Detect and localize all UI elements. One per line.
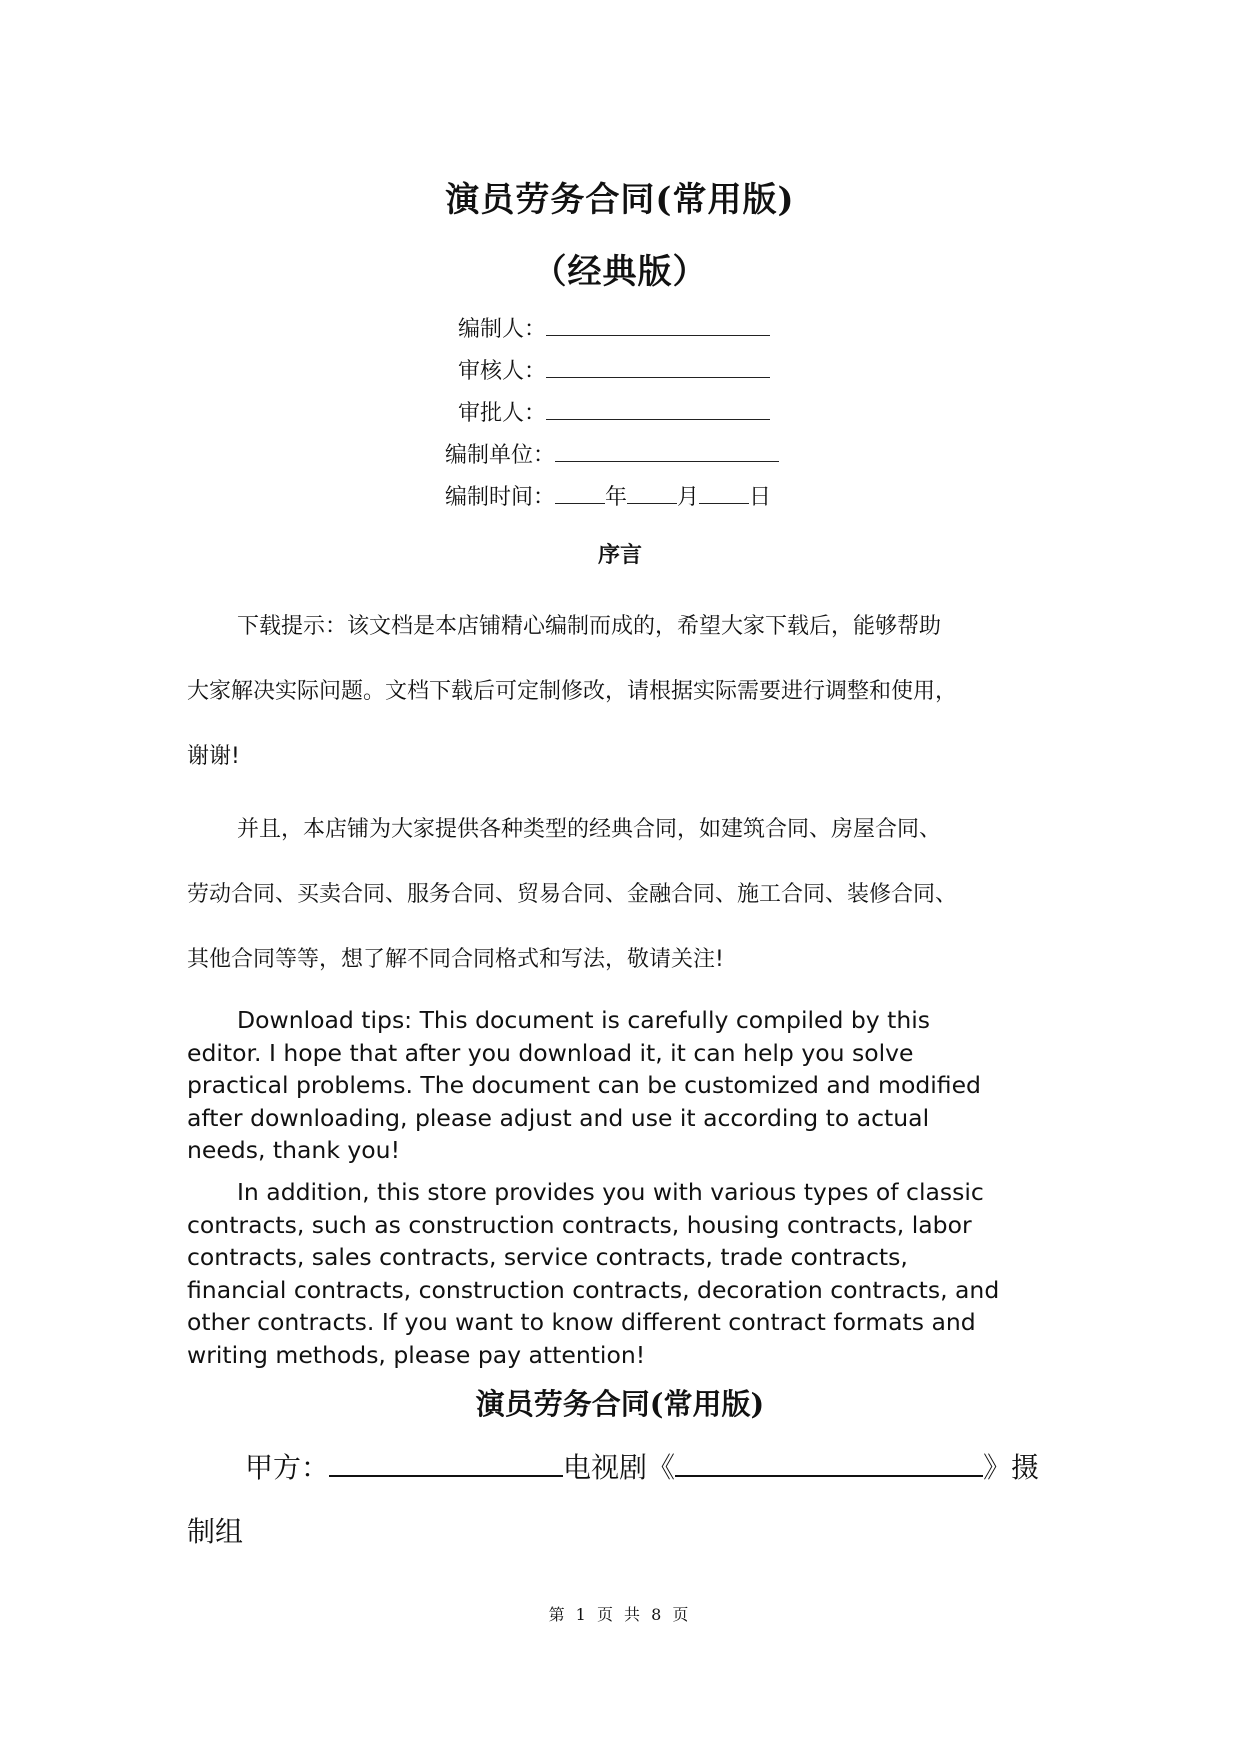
date-blank-year: [555, 481, 605, 504]
footer-mid: 页 共: [596, 1605, 644, 1624]
meta-label: 审批人：: [458, 401, 547, 426]
month-label: 月: [677, 485, 700, 510]
document-subtitle: （经典版）: [532, 252, 708, 292]
text-line: other contracts. If you want to know different contract formats and: [187, 1308, 976, 1336]
preface-en-paragraph-1: [187, 1004, 1067, 1167]
meta-blank-line: [555, 439, 779, 462]
document-title: 演员劳务合同(常用版): [445, 180, 795, 220]
footer-suffix: 页: [672, 1605, 692, 1624]
text-line: 其他合同等等，想了解不同合同格式和写法，敬请关注!: [187, 947, 724, 972]
contract-title: 演员劳务合同(常用版): [475, 1387, 765, 1421]
footer-prefix: 第: [548, 1605, 568, 1624]
meta-label: 编制单位：: [445, 443, 556, 468]
meta-blank-line: [546, 355, 770, 378]
text-line: 并且，本店铺为大家提供各种类型的经典合同，如建筑合同、房屋合同、: [237, 817, 942, 842]
preface-heading: 序言: [597, 543, 642, 568]
meta-label: 编制时间：: [445, 485, 556, 510]
text-line: Download tips: This document is carefully compiled by this: [237, 1006, 931, 1034]
meta-label: 审核人：: [458, 359, 547, 384]
text-line: needs, thank you!: [187, 1136, 400, 1164]
footer-current-page: 1: [575, 1605, 589, 1624]
date-blank-day: [699, 481, 749, 504]
tv-series-blank: [675, 1445, 983, 1477]
preface-en-paragraph-2: [187, 1176, 1067, 1371]
day-label: 日: [749, 485, 772, 510]
meta-blank-line: [546, 397, 770, 420]
footer-total-pages: 8: [651, 1605, 665, 1624]
meta-row-author: [458, 312, 770, 343]
meta-blank-line: [546, 313, 770, 336]
text-line: In addition, this store provides you with various types of classic: [237, 1178, 984, 1206]
date-blank-month: [627, 481, 677, 504]
party-a-clause: [187, 1436, 1067, 1564]
text-line: editor. I hope that after you download it, it can help you solve: [187, 1038, 914, 1067]
page-footer: [0, 1602, 1240, 1625]
meta-row-reviewer: [458, 354, 770, 385]
text-line: 大家解决实际问题。文档下载后可定制修改，请根据实际需要进行调整和使用，: [187, 679, 958, 704]
preface-cn-paragraph-1: [187, 594, 1067, 789]
text-line: financial contracts, construction contracts, decoration contracts, and: [187, 1275, 1000, 1304]
crew-label: 制组: [187, 1515, 244, 1548]
text-line: contracts, such as construction contracts, housing contracts, labor: [187, 1210, 972, 1239]
tv-series-suffix: 》摄: [983, 1451, 1040, 1484]
text-line: contracts, sales contracts, service contracts, trade contracts,: [187, 1243, 908, 1271]
party-a-blank: [329, 1445, 563, 1477]
year-label: 年: [605, 485, 628, 510]
meta-row-approver: [458, 396, 770, 427]
preface-cn-paragraph-2: [187, 797, 1067, 992]
meta-label: 编制人：: [458, 317, 547, 342]
text-line: after downloading, please adjust and use it according to actual: [187, 1103, 930, 1132]
meta-row-date: [445, 480, 771, 511]
text-line: 劳动合同、买卖合同、服务合同、贸易合同、金融合同、施工合同、装修合同、: [187, 882, 958, 907]
text-line: writing methods, please pay attention!: [187, 1340, 646, 1369]
text-line: 下载提示：该文档是本店铺精心编制而成的，希望大家下载后，能够帮助: [237, 614, 942, 639]
text-line: practical problems. The document can be customized and modified: [187, 1071, 981, 1099]
party-a-label: 甲方：: [245, 1451, 330, 1484]
meta-row-unit: [445, 438, 779, 469]
tv-series-label: 电视剧《: [563, 1451, 676, 1484]
text-line: 谢谢!: [187, 744, 240, 769]
